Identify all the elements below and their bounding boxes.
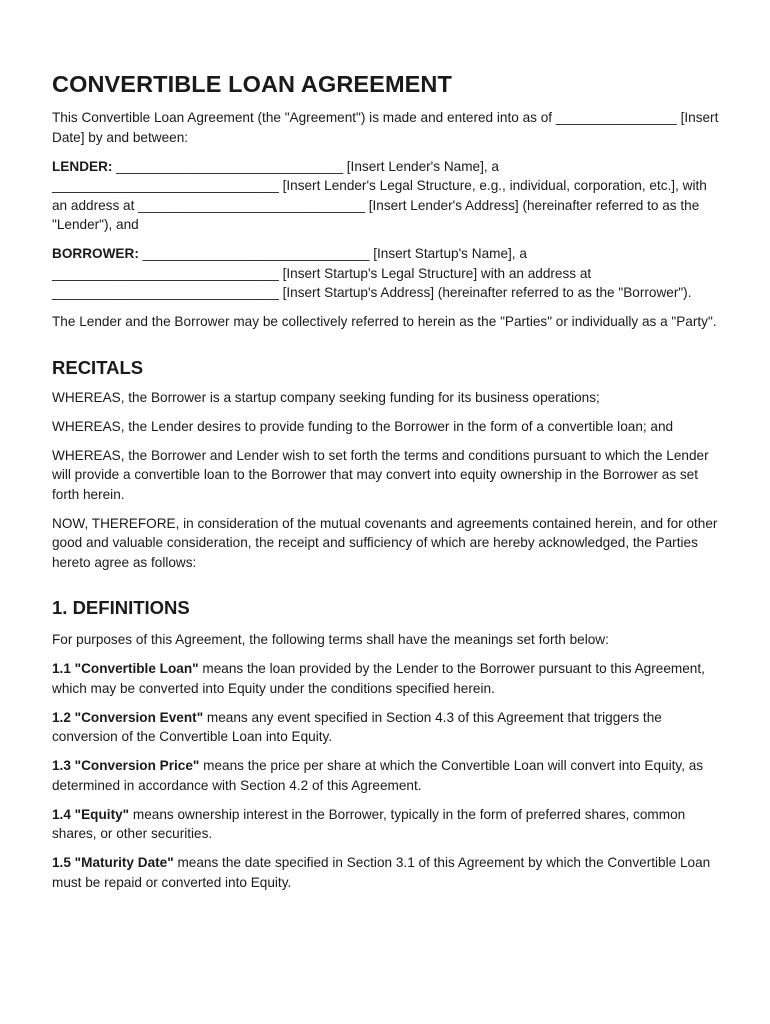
intro-paragraph: This Convertible Loan Agreement (the "Agreement") is made and entered into as of ________________ [Insert Date] by and between: [52, 110, 719, 145]
definition-term: 1.2 "Conversion Event" [52, 709, 204, 725]
definition-item [52, 805, 722, 844]
definition-item [52, 756, 722, 795]
borrower-text: ______________________________ [Insert Startup's Name], a ______________________________ [Insert Startup's Legal Structure] with an address at ______________________________ [Insert Startup's Address] (hereinafter referred to as the "Borrower"). [52, 246, 692, 300]
definition-text: means the date specified in Section 3.1 of this Agreement by which the Convertible Loan must be repaid or converted into Equity. [52, 855, 711, 890]
definition-text: means any event specified in Section 4.3 of this Agreement that triggers the conversion of the Convertible Loan into Equity. [52, 709, 662, 744]
definition-text: means ownership interest in the Borrower, typically in the form of preferred shares, common shares, or other securities. [52, 806, 686, 841]
definition-term: 1.3 "Conversion Price" [52, 758, 200, 773]
definition-text: means the loan provided by the Lender to the Borrower pursuant to this Agreement, which may be converted into Equity under the conditions specified herein. [52, 661, 705, 696]
parties-paragraph: The Lender and the Borrower may be collectively referred to herein as the "Parties" or individually as a "Party". [52, 314, 717, 329]
definition-term: 1.1 "Convertible Loan" [52, 661, 199, 676]
definition-item [52, 659, 722, 698]
borrower-paragraph [52, 244, 722, 303]
lender-text: ______________________________ [Insert Lender's Name], a ______________________________ [Insert Lender's Legal Structure, e.g., individual, corporation, etc.], with an address at ______________________________ [Insert Lender's Address] (hereinafter referred to as the "Lender"), and [52, 158, 707, 232]
recital-paragraph: NOW, THEREFORE, in consideration of the mutual covenants and agreements contained herein, and for other good and valuable consideration, the receipt and sufficiency of which are hereby acknowledged, the Parties hereto agree as follows: [52, 515, 718, 570]
borrower-label: BORROWER: [52, 246, 139, 261]
definition-term: 1.4 "Equity" [52, 806, 130, 822]
recitals-heading: RECITALS [52, 356, 144, 378]
lender-label: LENDER: [52, 158, 113, 174]
document-title: CONVERTIBLE LOAN AGREEMENT [52, 71, 452, 97]
definition-term: 1.5 "Maturity Date" [52, 855, 174, 870]
recital-paragraph: WHEREAS, the Borrower is a startup company seeking funding for its business operations; [52, 389, 600, 405]
definitions-heading: 1. DEFINITIONS [52, 597, 190, 618]
recital-paragraph: WHEREAS, the Lender desires to provide funding to the Borrower in the form of a convertible loan; and [52, 418, 674, 434]
document-page [52, 70, 722, 892]
lender-paragraph [52, 157, 722, 235]
definition-text: means the price per share at which the Convertible Loan will convert into Equity, as determined in accordance with Section 4.2 of this Agreement. [52, 758, 704, 793]
definition-item [52, 708, 722, 747]
definitions-intro: For purposes of this Agreement, the following terms shall have the meanings set forth below: [52, 632, 609, 647]
recital-paragraph: WHEREAS, the Borrower and Lender wish to set forth the terms and conditions pursuant to which the Lender will provide a convertible loan to the Borrower that may convert into equity ownership in the Borrower as set forth herein. [52, 447, 709, 502]
definition-item [52, 853, 722, 892]
